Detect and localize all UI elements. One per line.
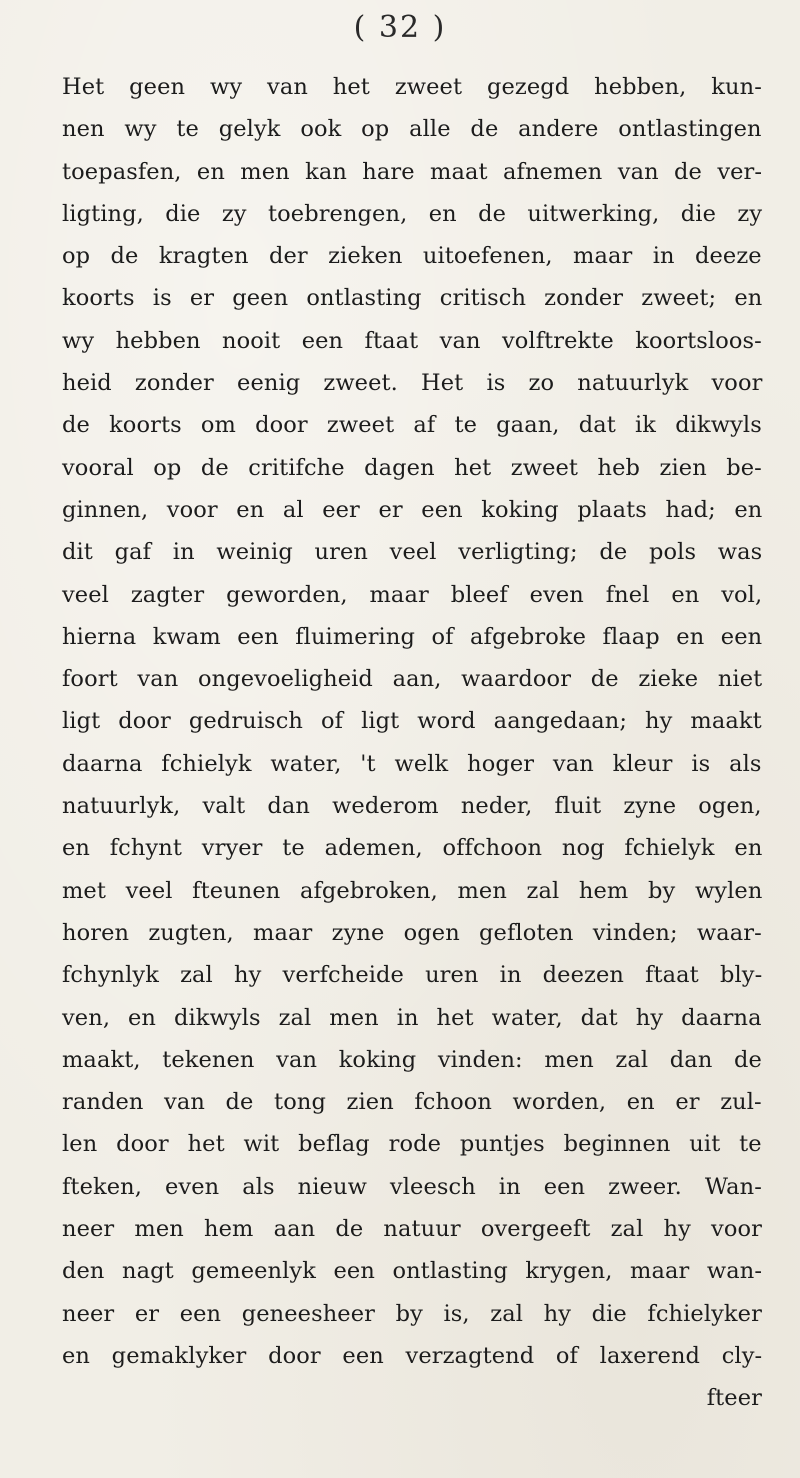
text-line: ligt door gedruisch of ligt word aangedaan; hy maakt	[62, 708, 762, 735]
text-line: natuurlyk, valt dan wederom neder, fluit zyne ogen,	[62, 793, 762, 820]
text-line: foort van ongevoeligheid aan, waardoor de zieke niet	[62, 666, 763, 693]
text-line: den nagt gemeenlyk een ontlasting krygen, maar wan-	[62, 1258, 763, 1285]
text-line: de koorts om door zweet af te gaan, dat ik dikwyls	[62, 412, 762, 439]
text-line: maakt, tekenen van koking vinden: men zal dan de	[62, 1046, 762, 1073]
text-line: daarna fchielyk water, 't welk hoger van kleur is als	[62, 750, 762, 777]
text-line: len door het wit beflag rode puntjes beginnen uit te	[62, 1131, 762, 1158]
text-line: veel zagter geworden, maar bleef even fnel en vol,	[62, 581, 763, 608]
text-line: toepasfen, en men kan hare maat afnemen van de ver-	[62, 158, 763, 185]
text-line: ven, en dikwyls zal men in het water, dat hy daarna	[62, 1004, 762, 1031]
text-line: dit gaf in weinig uren veel verligting; de pols was	[62, 539, 763, 566]
text-line: randen van de tong zien fchoon worden, en er zul-	[62, 1089, 762, 1116]
text-line: neer er een geneesheer by is, zal hy die fchielyker	[62, 1300, 762, 1327]
body-text	[62, 66, 800, 1420]
text-line: koorts is er geen ontlasting critisch zonder zweet; en	[62, 285, 763, 312]
text-line: op de kragten der zieken uitoefenen, maar in deeze	[62, 243, 762, 270]
text-line: hierna kwam een fluimering of afgebroke flaap en een	[62, 623, 763, 650]
text-line: met veel fteunen afgebroken, men zal hem by wylen	[62, 877, 763, 904]
text-line: en fchynt vryer te ademen, offchoon nog fchielyk en	[62, 835, 763, 862]
text-line: heid zonder eenig zweet. Het is zo natuurlyk voor	[62, 370, 763, 397]
text-line: neer men hem aan de natuur overgeeft zal hy voor	[62, 1216, 763, 1243]
text-line: ligting, die zy toebrengen, en de uitwerking, die zy	[62, 200, 763, 227]
text-line: fteken, even als nieuw vleesch in een zweer. Wan-	[62, 1173, 762, 1200]
text-line: wy hebben nooit een ftaat van volftrekte koortsloos-	[62, 327, 762, 354]
catchword: fteer	[706, 1385, 762, 1412]
text-line: en gemaklyker door een verzagtend of laxerend cly-	[62, 1342, 763, 1369]
text-line: ginnen, voor en al eer er een koking plaats had; en	[62, 496, 763, 523]
text-line: vooral op de critifche dagen het zweet heb zien be-	[62, 454, 762, 481]
text-line: nen wy te gelyk ook op alle de andere ontlastingen	[62, 116, 762, 143]
text-line: horen zugten, maar zyne ogen gefloten vinden; waar-	[62, 919, 762, 946]
page-number: ( 32 )	[353, 10, 447, 45]
text-line: fchynlyk zal hy verfcheide uren in deezen ftaat bly-	[62, 962, 763, 989]
text-line: Het geen wy van het zweet gezegd hebben, kun-	[62, 74, 762, 100]
